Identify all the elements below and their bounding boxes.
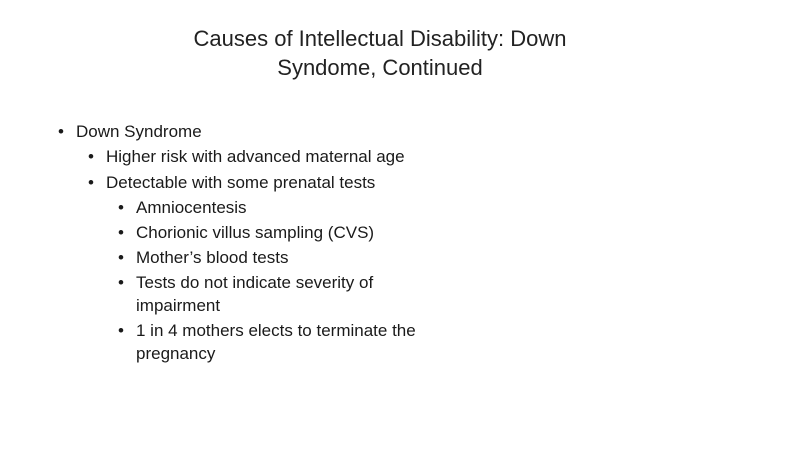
- bullet-item: [118, 221, 458, 244]
- bullet-text: Chorionic villus sampling (CVS): [136, 223, 375, 242]
- bullet-text: Mother’s blood tests: [136, 248, 289, 267]
- bullet-item: [88, 171, 458, 194]
- bullet-list: [58, 120, 458, 365]
- bullet-item: [118, 246, 458, 269]
- bullet-item: [88, 145, 458, 168]
- bullet-dot-icon: •: [118, 273, 124, 292]
- bullet-dot-icon: •: [118, 321, 124, 340]
- bullet-dot-icon: •: [118, 223, 124, 242]
- bullet-dot-icon: •: [58, 122, 64, 141]
- bullet-text: Detectable with some prenatal tests: [106, 173, 376, 192]
- bullet-text: Amniocentesis: [136, 198, 247, 217]
- bullet-text: Higher risk with advanced maternal age: [106, 147, 405, 166]
- bullet-dot-icon: •: [118, 198, 124, 217]
- bullet-text: Tests do not indicate severity of impairment: [136, 273, 374, 315]
- slide-title: Causes of Intellectual Disability: Down Syndome, Continued: [193, 26, 567, 80]
- bullet-text: 1 in 4 mothers elects to terminate the pregnancy: [136, 321, 416, 363]
- bullet-dot-icon: •: [88, 147, 94, 166]
- bullet-item: [58, 120, 458, 143]
- bullet-item: [118, 271, 458, 317]
- bullet-item: [118, 196, 458, 219]
- bullet-text: Down Syndrome: [76, 122, 202, 141]
- bullet-dot-icon: •: [88, 173, 94, 192]
- bullet-item: [118, 319, 458, 365]
- bullet-dot-icon: •: [118, 248, 124, 267]
